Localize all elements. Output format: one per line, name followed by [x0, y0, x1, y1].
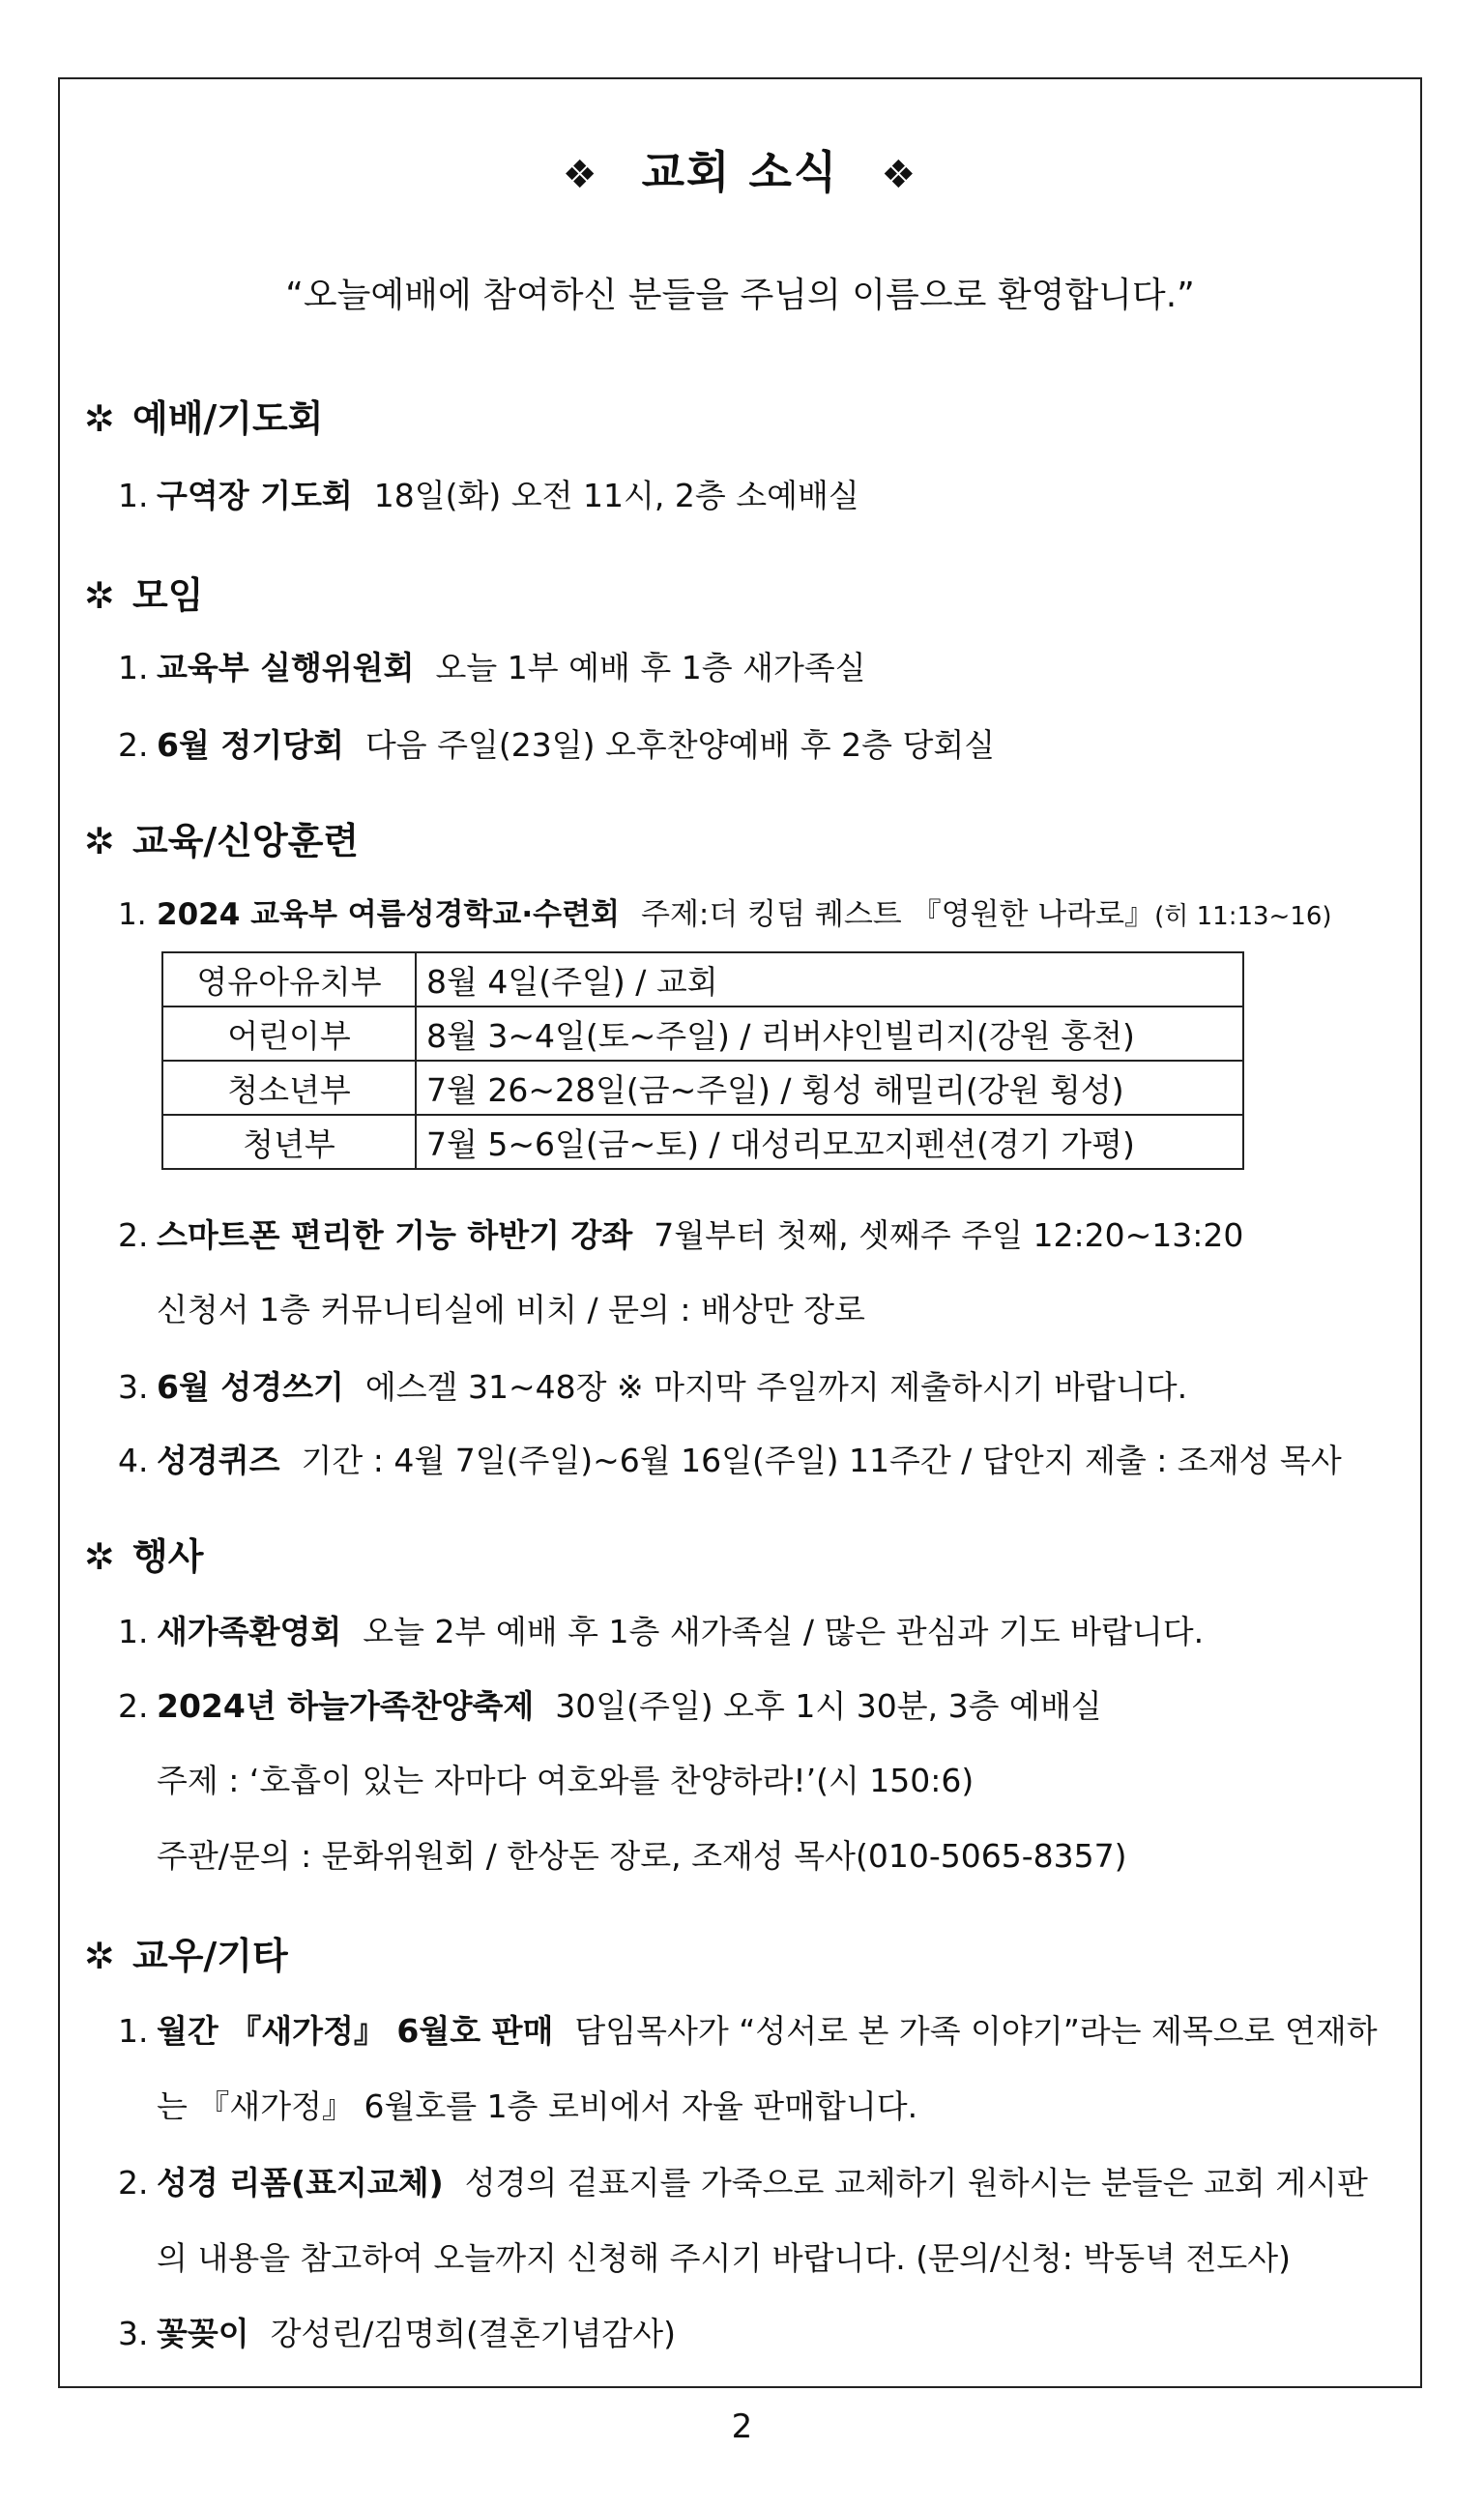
list-item-continuation: 신청서 1층 커뮤니티실에 비치 / 문의 : 배상만 장로 [157, 1291, 865, 1328]
diamond-left-icon: ❖ [562, 153, 599, 197]
list-item: 1. 교육부 실행위원회 오늘 1부 예배 후 1층 새가족실 [118, 649, 866, 686]
greeting: “오늘예배에 참여하신 분들을 주님의 이름으로 환영합니다.” [285, 276, 1195, 315]
star-icon: ✲ [84, 1935, 115, 1977]
list-item: 2. 성경 리폼(표지교체) 성경의 겉표지를 가죽으로 교체하기 원하시는 분들은 교회 게시판 [118, 2164, 1368, 2202]
diamond-right-icon: ❖ [881, 153, 918, 197]
list-item-continuation: 는 『새가정』 6월호를 1층 로비에서 자율 판매합니다. [157, 2087, 918, 2125]
section-heading-education: ✲ 교육/신앙훈련 [84, 820, 360, 862]
page-title-text: 교회 소식 [641, 146, 839, 198]
schedule-table [161, 951, 1244, 1170]
list-item: 3. 6월 성경쓰기 에스겔 31~48장 ※ 마지막 주일까지 제출하시기 바랍니다. [118, 1368, 1188, 1406]
list-item: 1. 새가족환영회 오늘 2부 예배 후 1층 새가족실 / 많은 관심과 기도 바랍니다. [118, 1613, 1205, 1650]
star-icon: ✲ [84, 574, 115, 617]
table-row: 어린이부 8월 3~4일(토~주일) / 리버샤인빌리지(강원 홍천) [162, 1007, 1243, 1061]
list-item: 1. 2024 교육부 여름성경학교·수련회 주제:더 킹덤 퀘스트 『영원한 나라로』(히 11:13~16) [118, 897, 1332, 932]
list-item-continuation: 주제 : ‘호흡이 있는 자마다 여호와를 찬양하라!’(시 150:6) [157, 1762, 975, 1799]
section-heading-members: ✲ 교우/기타 [84, 1935, 288, 1977]
section-heading-worship: ✲ 예배/기도회 [84, 397, 324, 440]
star-icon: ✲ [84, 820, 115, 862]
star-icon: ✲ [84, 1535, 115, 1578]
news-frame [58, 77, 1422, 2388]
section-heading-meetings: ✲ 모임 [84, 574, 204, 617]
table-row: 청소년부 7월 26~28일(금~주일) / 횡성 해밀리(강원 횡성) [162, 1061, 1243, 1115]
list-item: 1. 월간 『새가정』 6월호 판매 담임목사가 “성서로 본 가족 이야기”라는 제목으로 연재하 [118, 2012, 1378, 2050]
list-item: 2. 6월 정기당회 다음 주일(23일) 오후찬양예배 후 2층 당회실 [118, 726, 996, 764]
star-icon: ✲ [84, 397, 115, 440]
list-item-continuation: 주관/문의 : 문화위원회 / 한상돈 장로, 조재성 목사(010-5065-8357) [157, 1837, 1127, 1875]
list-item: 4. 성경퀴즈 기간 : 4월 7일(주일)~6월 16일(주일) 11주간 / 답안지 제출 : 조재성 목사 [118, 1442, 1342, 1479]
list-item-continuation: 의 내용을 참고하여 오늘까지 신청해 주시기 바랍니다. (문의/신청: 박동녁 전도사) [157, 2239, 1291, 2277]
list-item: 2. 스마트폰 편리한 기능 하반기 강좌 7월부터 첫째, 셋째주 주일 12:20~13:20 [118, 1216, 1244, 1254]
page-title [60, 137, 1420, 201]
list-item: 3. 꽃꽂이 강성린/김명희(결혼기념감사) [118, 2315, 677, 2352]
list-item: 2. 2024년 하늘가족찬양축제 30일(주일) 오후 1시 30분, 3층 예배실 [118, 1687, 1102, 1725]
table-row: 청년부 7월 5~6일(금~토) / 대성리모꼬지펜션(경기 가평) [162, 1115, 1243, 1169]
list-item: 1. 구역장 기도회 18일(화) 오전 11시, 2층 소예배실 [118, 477, 859, 514]
table-row: 영유아유치부 8월 4일(주일) / 교회 [162, 952, 1243, 1007]
page-number: 2 [731, 2407, 753, 2446]
section-heading-events: ✲ 행사 [84, 1535, 204, 1578]
